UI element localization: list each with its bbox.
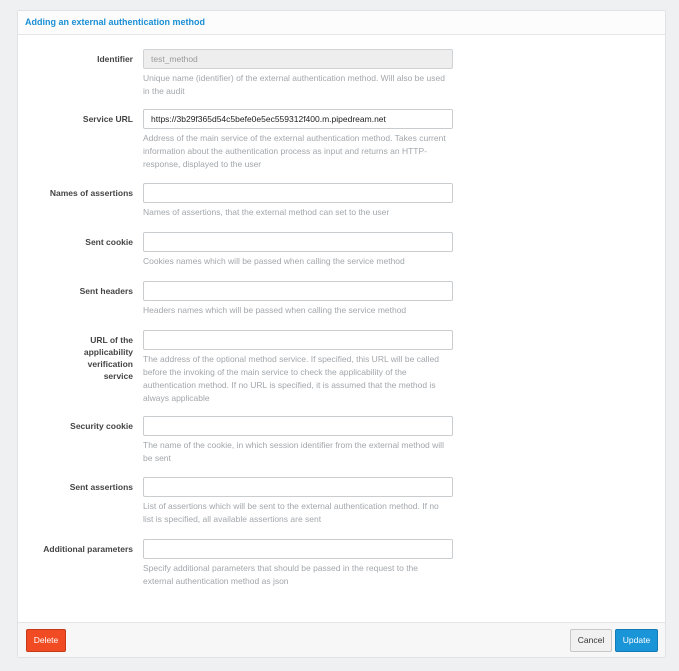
- sent-cookie-help: Cookies names which will be passed when calling the service method: [143, 256, 405, 266]
- field-sent-cookie: [18, 232, 665, 281]
- field-service-url: [18, 109, 665, 183]
- field-additional-parameters: [18, 539, 665, 599]
- field-sent-assertions: [18, 477, 665, 539]
- sent-headers-label: Sent headers: [79, 286, 133, 296]
- sent-cookie-input[interactable]: [143, 232, 453, 252]
- service-url-label: Service URL: [82, 114, 133, 124]
- security-cookie-label: Security cookie: [70, 421, 133, 431]
- names-of-assertions-label: Names of assertions: [49, 188, 133, 198]
- sent-assertions-input[interactable]: [143, 477, 453, 497]
- applicability-url-input[interactable]: [143, 330, 453, 350]
- field-sent-headers: [18, 281, 665, 330]
- form-panel: [17, 10, 666, 658]
- service-url-help: Address of the main service of the external authentication method. Takes current information about the authentication process as input and returns an HTTP-response, displayed to the user: [143, 133, 446, 169]
- identifier-input: test_method: [143, 49, 453, 69]
- field-identifier: [18, 49, 665, 109]
- panel-title: Adding an external authentication method: [18, 11, 665, 35]
- sent-headers-input[interactable]: [143, 281, 453, 301]
- form-body: [18, 35, 665, 599]
- identifier-label: Identifier: [97, 54, 133, 64]
- additional-parameters-input[interactable]: [143, 539, 453, 559]
- identifier-help: Unique name (identifier) of the external authentication method. Will also be used in the audit: [143, 73, 445, 96]
- names-of-assertions-input[interactable]: [143, 183, 453, 203]
- applicability-url-label: URL of the applicability verification service: [83, 335, 133, 381]
- additional-parameters-help: Specify additional parameters that should be passed in the request to the external authentication method as json: [143, 563, 419, 586]
- field-names-of-assertions: [18, 183, 665, 232]
- additional-parameters-label: Additional parameters: [43, 544, 133, 554]
- sent-headers-help: Headers names which will be passed when calling the service method: [143, 305, 407, 315]
- cancel-button[interactable]: Cancel: [570, 629, 612, 652]
- update-button[interactable]: Update: [615, 629, 658, 652]
- applicability-url-help: The address of the optional method service. If specified, this URL will be called before the invoking of the main service to check the applicability of the authentication method. If no URL is specified, it is assumed that the method is always applicable: [143, 354, 439, 403]
- sent-assertions-label: Sent assertions: [69, 482, 133, 492]
- security-cookie-input[interactable]: [143, 416, 453, 436]
- sent-cookie-label: Sent cookie: [85, 237, 133, 247]
- field-applicability-url: [18, 330, 665, 416]
- form-footer: [18, 622, 665, 657]
- names-of-assertions-help: Names of assertions, that the external method can set to the user: [143, 207, 390, 217]
- delete-button[interactable]: Delete: [26, 629, 66, 652]
- service-url-input[interactable]: https://3b29f365d54c5befe0e5ec559312f400.m.pipedream.net: [143, 109, 453, 129]
- sent-assertions-help: List of assertions which will be sent to the external authentication method. If no list is specified, all available assertions are sent: [143, 501, 439, 524]
- field-security-cookie: [18, 416, 665, 477]
- security-cookie-help: The name of the cookie, in which session identifier from the external method will be sent: [143, 440, 444, 463]
